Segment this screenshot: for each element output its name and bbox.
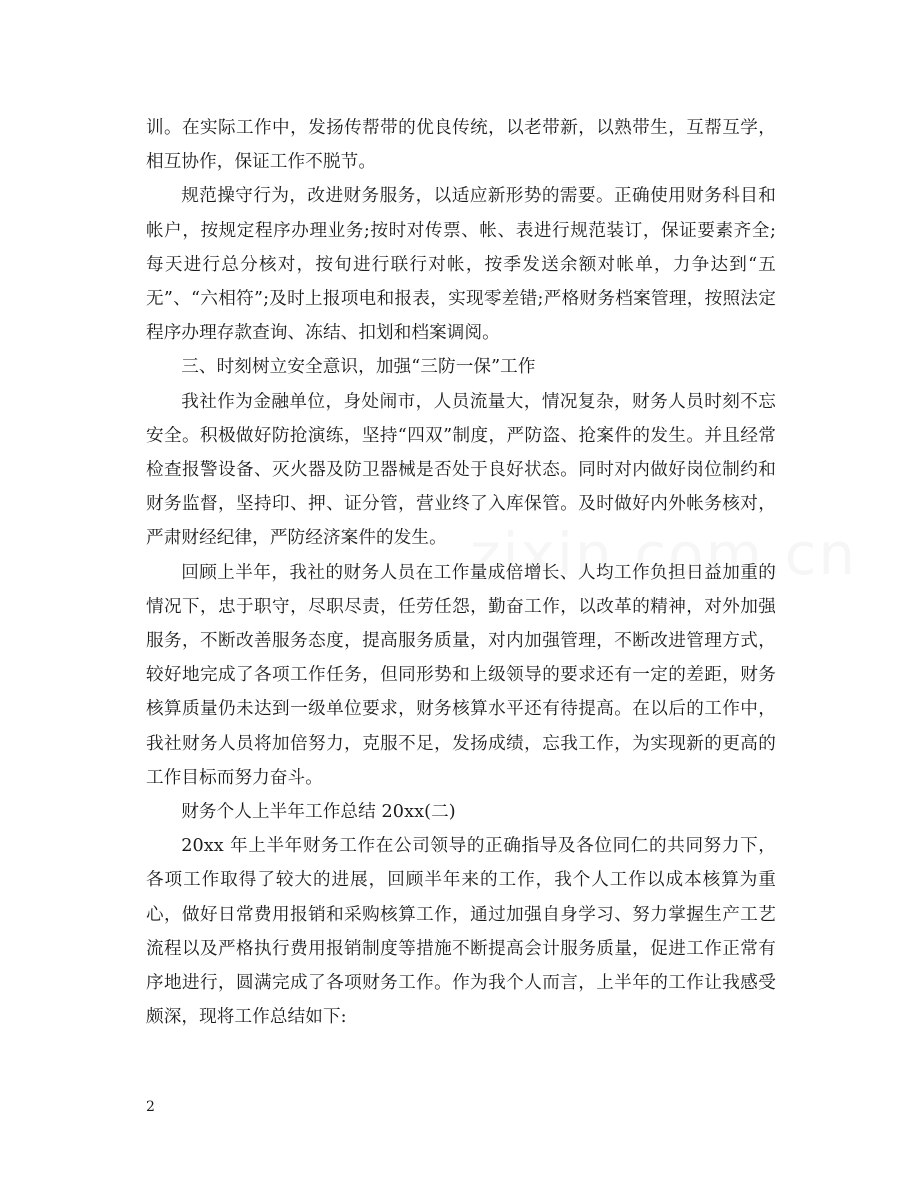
paragraph-4: 回顾上半年，我社的财务人员在工作量成倍增长、人均工作负担日益加重的情况下，忠于职守，尽职尽责，任劳任怨，勤奋工作，以改革的精神，对外加强服务，不断改善服务态度，提高服务质量，对内加强管理，不断改进管理方式，较好地完成了各项工作任务，但同形势和上级领导的要求还有一定的差距，财务核算质量仍未达到一级单位要求，财务核算水平还有待提高。在以后的工作中，我社财务人员将加倍努力，克服不足，发扬成绩，忘我工作，为实现新的更高的工作目标而努力奋斗。 <box>146 562 776 788</box>
section-heading: 三、时刻树立安全意识，加强“三防一保”工作 <box>181 357 536 378</box>
paragraph-3: 我社作为金融单位，身处闹市，人员流量大，情况复杂，财务人员时刻不忘安全。积极做好防抢演练，坚持“四双”制度，严防盗、抢案件的发生。并且经常检查报警设备、灭火器及防卫器械是否处于良好状态。同时对内做好岗位制约和财务监督，坚持印、押、证分管，营业终了入库保管。及时做好内外帐务核对，严肃财经纪律，严防经济案件的发生。 <box>146 391 776 549</box>
subtitle-heading: 财务个人上半年工作总结 20xx(二) <box>181 802 456 823</box>
page-number: 2 <box>146 1099 155 1115</box>
paragraph-5: 20xx 年上半年财务工作在公司领导的正确指导及各位同仁的共同努力下，各项工作取得了较大的进展，回顾半年来的工作，我个人工作以成本核算为重心，做好日常费用报销和采购核算工作，通过加强自身学习、努力掌握生产工艺流程以及严格执行费用报销制度等措施不断提高会计服务质量，促进工作正常有序地进行，圆满完成了各项财务工作。作为我个人而言，上半年的工作让我感受颇深，现将工作总结如下: <box>146 836 776 1028</box>
paragraph-1: 训。在实际工作中，发扬传帮带的优良传统，以老带新，以熟带生，互帮互学，相互协作，保证工作不脱节。 <box>146 118 776 173</box>
paragraph-2: 规范操守行为，改进财务服务，以适应新形势的需要。正确使用财务科目和帐户，按规定程序办理业务;按时对传票、帐、表进行规范装订，保证要素齐全;每天进行总分核对，按旬进行联行对帐，按季发送余额对帐单，力争达到“五无”、“六相符”;及时上报项电和报表，实现零差错;严格财务档案管理，按照法定程序办理存款查询、冻结、扣划和档案调阅。 <box>146 186 776 344</box>
document-body <box>146 111 776 1034</box>
